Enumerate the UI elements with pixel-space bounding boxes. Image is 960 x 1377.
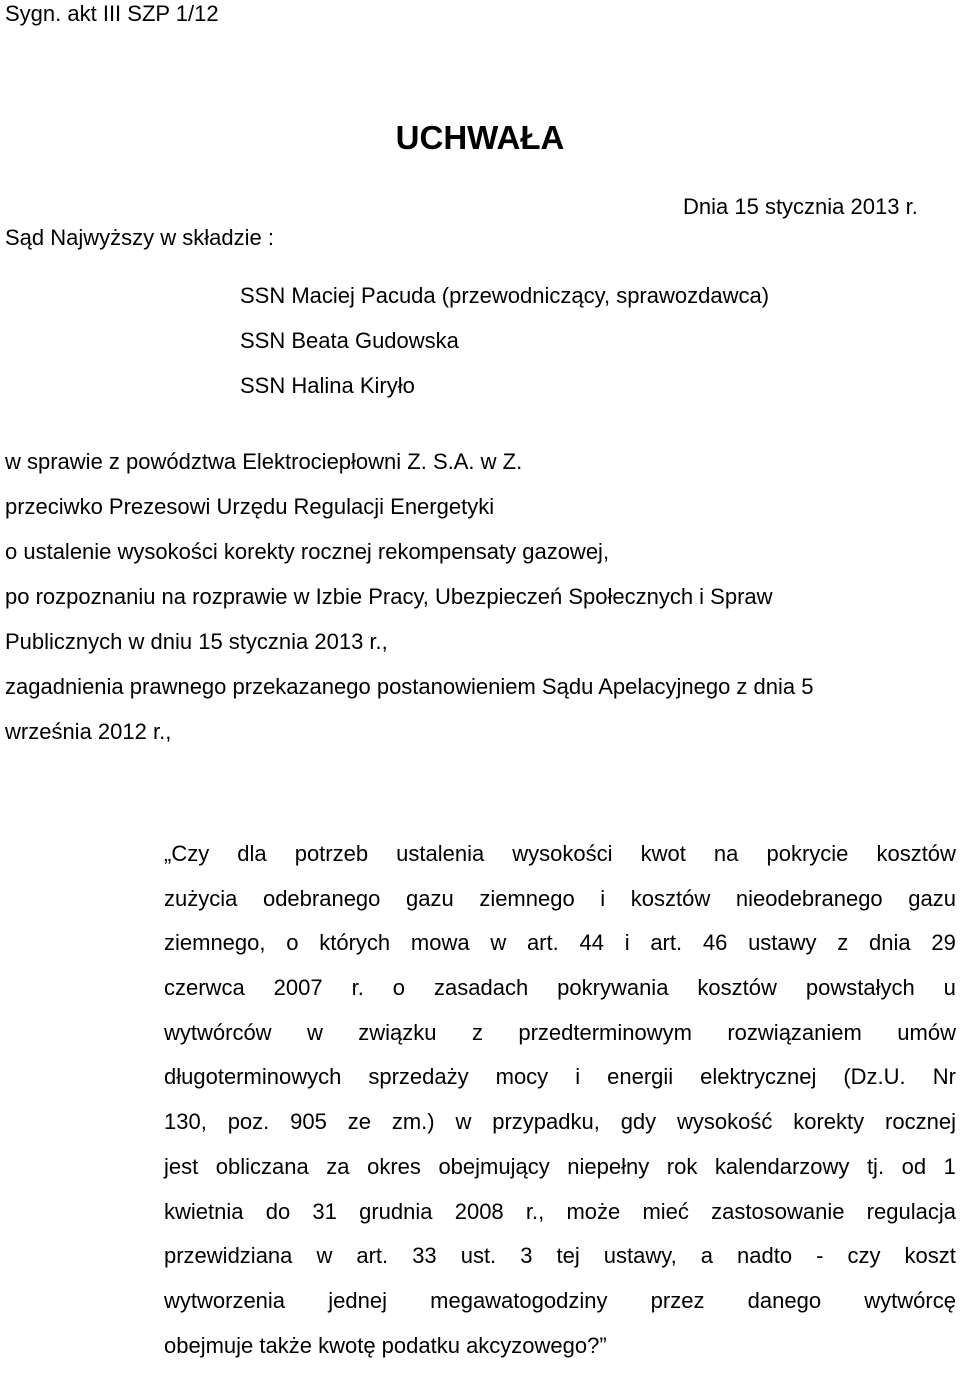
question-word: ze xyxy=(347,1109,371,1135)
question-word: 46 xyxy=(702,930,728,956)
question-line: obejmuje także kwotę podatku akcyzowego?” xyxy=(164,1332,607,1358)
question-word: dnia xyxy=(869,930,911,956)
court-composition-label: Sąd Najwyższy w składzie : xyxy=(5,225,274,250)
question-word: do xyxy=(265,1198,291,1224)
case-line: zagadnienia prawnego przekazanego postanowieniem Sądu Apelacyjnego z dnia 5 xyxy=(5,674,814,699)
question-word: ustawy xyxy=(748,930,817,956)
question-word: w xyxy=(306,1019,323,1045)
question-word: obejmujący xyxy=(438,1153,550,1179)
question-word: jest xyxy=(164,1153,199,1179)
question-word: w xyxy=(316,1243,333,1269)
question-word: obliczana xyxy=(215,1153,309,1179)
judge-name: SSN Halina Kiryło xyxy=(240,373,415,398)
case-signature: Sygn. akt III SZP 1/12 xyxy=(5,1,219,26)
question-word: tj. xyxy=(866,1153,885,1179)
question-word: odebranego xyxy=(262,885,381,911)
question-word: rocznej xyxy=(885,1109,956,1135)
question-word: mieć xyxy=(642,1198,689,1224)
question-word: ziemnego xyxy=(479,885,575,911)
question-word: gdy xyxy=(620,1109,657,1135)
question-word: potrzeb xyxy=(294,841,369,866)
question-word: 29 xyxy=(931,930,956,956)
case-description xyxy=(5,449,955,764)
question-word: kwot xyxy=(640,841,686,866)
question-word: przez xyxy=(650,1287,705,1313)
question-word: długoterminowych xyxy=(164,1064,342,1090)
case-line: o ustalenie wysokości korekty rocznej rekompensaty gazowej, xyxy=(5,539,610,564)
question-word: powstałych xyxy=(805,975,915,1001)
question-word: Nr xyxy=(932,1064,956,1090)
question-line xyxy=(164,930,956,975)
question-word: i xyxy=(575,1064,581,1090)
question-word: zużycia xyxy=(164,885,238,911)
question-word: i xyxy=(600,885,606,911)
question-word: przedterminowym xyxy=(518,1019,692,1045)
question-word: 905 xyxy=(290,1109,327,1135)
question-word: a xyxy=(700,1243,713,1269)
question-word: dla xyxy=(237,841,267,866)
question-word: r. xyxy=(351,975,364,1001)
case-line: po rozpoznaniu na rozprawie w Izbie Pracy, Ubezpieczeń Społecznych i Spraw xyxy=(5,584,773,609)
document-title xyxy=(0,118,960,158)
question-word: przewidziana xyxy=(164,1243,293,1269)
question-word: nieodebranego xyxy=(735,885,883,911)
case-line: przeciwko Prezesowi Urzędu Regulacji Energetyki xyxy=(5,494,495,519)
question-word: 31 xyxy=(312,1198,337,1224)
question-word: 2007 xyxy=(273,975,323,1001)
question-word: wytwórców xyxy=(164,1019,272,1045)
question-word: sprzedaży xyxy=(368,1064,469,1090)
question-line xyxy=(164,1199,956,1244)
question-line xyxy=(164,1288,956,1333)
question-word: kosztów xyxy=(630,885,711,911)
question-word: danego xyxy=(747,1287,822,1313)
judge-name: SSN Maciej Pacuda (przewodniczący, sprawozdawca) xyxy=(240,283,770,308)
question-line xyxy=(164,1243,956,1288)
question-word: ziemnego, xyxy=(164,930,266,956)
judges-list xyxy=(240,283,769,418)
question-word: związku xyxy=(358,1019,437,1045)
question-word: energii xyxy=(607,1064,674,1090)
question-word: zasadach xyxy=(434,975,529,1001)
question-word: pokrycie xyxy=(766,841,849,866)
question-word: może xyxy=(566,1198,621,1224)
question-word: 33 xyxy=(412,1243,437,1269)
question-word: niepełny xyxy=(567,1153,650,1179)
question-word: 1 xyxy=(943,1153,956,1179)
question-word: koszt xyxy=(904,1243,956,1269)
question-word: w xyxy=(490,930,507,956)
question-word: od xyxy=(901,1153,927,1179)
document-date: Dnia 15 stycznia 2013 r. xyxy=(683,194,918,219)
question-word: okres xyxy=(367,1153,421,1179)
question-line xyxy=(164,841,956,886)
question-word: gazu xyxy=(406,885,454,911)
question-word: gazu xyxy=(908,885,956,911)
question-word: których xyxy=(319,930,391,956)
question-line xyxy=(164,1109,956,1154)
question-line xyxy=(164,1064,956,1109)
question-word: wytwórcę xyxy=(864,1287,956,1313)
question-word: z xyxy=(471,1019,483,1045)
question-word: „Czy xyxy=(164,841,210,866)
question-line xyxy=(164,975,956,1020)
question-word: u xyxy=(943,975,956,1001)
question-word: mowa xyxy=(410,930,470,956)
question-word: 130, xyxy=(164,1109,207,1135)
judge-name: SSN Beata Gudowska xyxy=(240,328,459,353)
question-word: 2008 xyxy=(454,1198,504,1224)
question-word: ustalenia xyxy=(396,841,485,866)
question-word: art. xyxy=(526,930,559,956)
question-word: rok xyxy=(666,1153,698,1179)
question-word: poz. xyxy=(227,1109,270,1135)
question-word: kwietnia xyxy=(164,1198,244,1224)
question-word: pokrywania xyxy=(557,975,669,1001)
question-word: kalendarzowy xyxy=(714,1153,850,1179)
question-word: czerwca xyxy=(164,975,245,1001)
question-word: o xyxy=(392,975,406,1001)
question-word: czy xyxy=(847,1243,881,1269)
question-word: r., xyxy=(525,1198,545,1224)
question-word: mocy xyxy=(495,1064,549,1090)
question-word: i xyxy=(624,930,630,956)
question-word: korekty xyxy=(793,1109,865,1135)
question-word: wytworzenia xyxy=(164,1287,286,1313)
question-word: o xyxy=(286,930,299,956)
question-word: nadto xyxy=(737,1243,793,1269)
question-word: jednej xyxy=(328,1287,387,1313)
case-line: w sprawie z powództwa Elektrociepłowni Z. S.A. w Z. xyxy=(5,449,523,474)
question-word: kosztów xyxy=(697,975,777,1001)
question-word: przypadku, xyxy=(492,1109,600,1135)
question-word: w xyxy=(455,1109,472,1135)
question-line xyxy=(164,1154,956,1199)
question-word: elektrycznej xyxy=(700,1064,817,1090)
question-word: 3 xyxy=(520,1243,533,1269)
document-title-text: UCHWAŁA xyxy=(395,119,565,156)
question-line xyxy=(164,886,956,931)
question-word: regulacja xyxy=(866,1198,956,1224)
case-line: września 2012 r., xyxy=(5,719,172,744)
case-line: Publicznych w dniu 15 stycznia 2013 r., xyxy=(5,629,388,654)
question-word: (Dz.U. xyxy=(843,1064,906,1090)
question-word: za xyxy=(326,1153,350,1179)
question-word: megawatogodziny xyxy=(430,1287,608,1313)
question-word: - xyxy=(816,1243,824,1269)
question-line xyxy=(164,1020,956,1065)
question-word: ustawy, xyxy=(603,1243,677,1269)
question-word: z xyxy=(837,930,849,956)
question-word: tej xyxy=(556,1243,580,1269)
legal-question xyxy=(164,841,956,1377)
question-word: zastosowanie xyxy=(711,1198,845,1224)
question-word: na xyxy=(713,841,739,866)
question-word: art. xyxy=(356,1243,389,1269)
question-word: wysokość xyxy=(677,1109,773,1135)
question-word: umów xyxy=(897,1019,956,1045)
question-word: rozwiązaniem xyxy=(727,1019,862,1045)
question-word: grudnia xyxy=(359,1198,433,1224)
question-word: zm.) xyxy=(391,1109,435,1135)
question-word: wysokości xyxy=(512,841,613,866)
question-word: ust. xyxy=(460,1243,497,1269)
question-word: art. xyxy=(650,930,683,956)
question-word: kosztów xyxy=(876,841,956,866)
question-word: 44 xyxy=(579,930,604,956)
